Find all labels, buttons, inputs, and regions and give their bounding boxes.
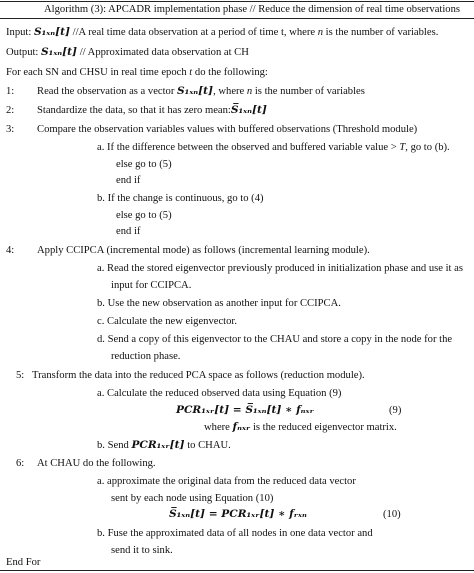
step-6-text: At CHAU do the following. [37,458,156,469]
step-3a-else: else go to (5) [116,159,172,170]
step-2-number: 2: [6,105,15,116]
output-line: Output: S₁ₓₙ[t] // Approximated data observation at CH [6,46,249,58]
step-3b-else: else go to (5) [116,210,172,221]
step-6b-text: b. Fuse the approximated data of all nodes in one data vector and [97,528,373,539]
step-2-text: Standardize the data, so that it has zero mean:S̅₁ₓₙ[t] [37,104,267,116]
input-line: Input: S₁ₓₙ[t] //A real time data observation at a period of time t, where n is the number of variables. [6,26,439,38]
top-rule [0,1,474,2]
equation-10-number: (10) [383,509,401,520]
step-1-text: Read the observation as a vector S₁ₓₙ[t], where n is the number of variables [37,85,365,97]
bottom-rule [0,570,474,571]
header-rule [0,18,474,19]
step-4a-text: a. Read the stored eigenvector previously produced in initialization phase and use it as [97,263,463,274]
step-3a-endif: end if [116,175,141,186]
step-4d-text: d. Send a copy of this eigenvector to the CHAU and store a copy in the node for the [97,334,453,345]
step-3-number: 3: [6,124,15,135]
step-3-text: Compare the observation variables values with buffered observations (Threshold module) [37,124,418,135]
step-4-number: 4: [6,245,15,256]
step-5-text: Transform the data into the reduced PCA space as follows (reduction module). [32,370,365,381]
step-5a-text: a. Calculate the reduced observed data using Equation (9) [97,388,342,399]
step-6-number: 6: [16,458,25,469]
step-6a-text: a. approximate the original data from the reduced data vector [97,476,356,487]
step-5-number: 5: [16,370,25,381]
equation-9-number: (9) [389,405,402,416]
step-4d-text-cont: reduction phase. [111,351,181,362]
equation-10: S̅₁ₓₙ[t] = PCR₁ₓᵣ[t] ∗ fᵣₓₙ [169,508,307,520]
algorithm-header: Algorithm (3): APCADR implementation phase // Reduce the dimension of real time observations [44,4,461,15]
step-1-number: 1: [6,86,15,97]
step-4a-text-cont: input for CCIPCA. [111,280,192,291]
step-3b-text: b. If the change is continuous, go to (4) [97,193,264,204]
step-3b-endif: end if [116,226,141,237]
step-4b-text: b. Use the new observation as another input for CCIPCA. [97,298,341,309]
step-5a-where: where fₙₓᵣ is the reduced eigenvector matrix. [204,421,397,433]
foreach-line: For each SN and CHSU in real time epoch t do the following: [6,67,268,78]
step-4c-text: c. Calculate the new eigenvector. [97,316,238,327]
equation-9: PCR₁ₓᵣ[t] = S̅₁ₓₙ[t] ∗ fₙₓᵣ [176,404,314,416]
step-5b-text: b. Send PCR₁ₓᵣ[t] to CHAU. [97,439,231,451]
step-3a-text: a. If the difference between the observed and buffered variable value > T, go to (b). [97,142,450,153]
step-6b-text-cont: send it to sink. [111,545,173,556]
step-6a-text-cont: sent by each node using Equation (10) [111,493,274,504]
step-4-text: Apply CCIPCA (incremental mode) as follows (incremental learning module). [37,245,370,256]
end-for: End For [6,557,41,568]
